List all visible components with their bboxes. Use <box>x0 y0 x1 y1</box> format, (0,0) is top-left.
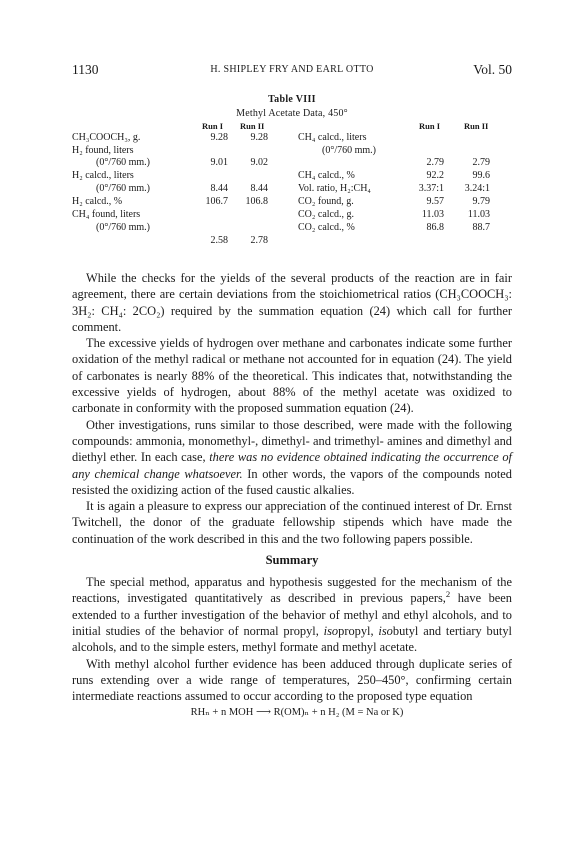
table-cell: 8.44 <box>210 183 228 194</box>
table-cell: CH₄ calcd., % <box>298 170 355 181</box>
volume-label: Vol. 50 <box>473 62 512 77</box>
col-header-left-run1: Run I <box>202 121 224 131</box>
table-title: Methyl Acetate Data, 450° <box>236 108 348 119</box>
table-cell: CH₄ calcd., liters <box>298 132 367 143</box>
table-cell: 9.28 <box>250 132 268 143</box>
table-cell: 86.8 <box>426 222 444 233</box>
table-cell: 9.01 <box>210 157 228 168</box>
body-paragraph-4: It is again a pleasure to express our appreciation of the continued interest of Dr. Ernst Twitchell, the donor of the graduate fellowship stipends which have made the continuation of the work described in this and the two following papers possible. <box>72 499 512 546</box>
table-cell: 92.2 <box>426 170 444 181</box>
table-cell: 88.7 <box>472 222 490 233</box>
col-header-right-run1: Run I <box>419 121 441 131</box>
table-cell: H₂ calcd., liters <box>72 170 134 181</box>
table-cell: 9.79 <box>472 196 490 207</box>
table-cell: (0°/760 mm.) <box>322 145 376 156</box>
table-cell: 9.02 <box>250 157 268 168</box>
type-equation: RHₙ + n MOH ⟶ R(OM)ₙ + n H₂ (M = Na or K) <box>190 707 404 719</box>
table-cell: 2.79 <box>472 157 490 168</box>
summary-paragraph-2: With methyl alcohol further evidence has been adduced through duplicate series of runs extending over a wide range of temperatures, 250–450°, confirming certain intermediate reactions assumed to occur according to the proposed type equation <box>72 656 512 704</box>
page <box>72 62 512 718</box>
table-cell: CH₃COOCH₃, g. <box>72 132 141 143</box>
table-caption: Table VIII <box>268 94 316 105</box>
table-cell: 11.03 <box>421 209 444 220</box>
page-number: 1130 <box>72 62 99 77</box>
table-cell: 11.03 <box>467 209 490 220</box>
table-cell: 2.79 <box>426 157 444 168</box>
paragraph-text: Other investigations, runs similar to those described, were made with the following compounds: ammonia, monomethyl-, dimethyl- and trimethyl- amines and dimethyl and diethyl ether. In each case, <box>72 417 512 465</box>
running-authors: H. SHIPLEY FRY AND EARL OTTO <box>210 64 374 75</box>
data-table <box>72 120 512 270</box>
table-cell: (0°/760 mm.) <box>96 183 150 194</box>
table-cell: 3.24:1 <box>464 183 490 194</box>
body-paragraph-1: While the checks for the yields of the several products of the reaction are in fair agreement, there are certain deviations from the stoichiometrical ratios (CH₃COOCH₃: 3H₂: CH₄: 2CO₂) required by the summation equation (24) which call for further comment. <box>72 271 512 334</box>
running-header <box>72 62 512 80</box>
paragraph-text: propyl, <box>338 623 379 638</box>
italic-prefix: iso <box>378 623 393 638</box>
table-cell: 9.57 <box>426 196 444 207</box>
body-paragraph-3 <box>72 417 512 498</box>
table-cell: 99.6 <box>472 170 490 181</box>
table-cell: CO₂ found, g. <box>298 196 354 207</box>
table-cell: CO₂ calcd., g. <box>298 209 354 220</box>
italic-prefix: iso <box>323 623 339 638</box>
summary-paragraph-1 <box>72 574 512 655</box>
paragraph-text: butyl and tertiary butyl alcohols, and to the simple esters, methyl formate and methyl acetate. <box>72 623 512 655</box>
table-cell: 8.44 <box>250 183 268 194</box>
table-cell: 2.78 <box>250 235 268 246</box>
italic-emphasis: there was no evidence obtained indicating the occurrence of any chemical change whatsoever. <box>72 450 513 481</box>
paragraph-text: The special method, apparatus and hypothesis suggested for the mechanism of the reactions, investigated quantitatively as described in previous papers, <box>72 575 512 606</box>
table-cell: H₂ found, liters <box>72 145 134 156</box>
table-cell: Vol. ratio, H₂:CH₄ <box>298 183 371 194</box>
footnote-marker: 2 <box>445 589 451 600</box>
table-cell: H₂ calcd., % <box>72 196 123 207</box>
col-header-right-run2: Run II <box>464 121 489 131</box>
table-cell: 9.28 <box>210 132 228 143</box>
table-cell: CH₄ found, liters <box>72 209 141 220</box>
table-cell: (0°/760 mm.) <box>96 222 150 233</box>
summary-heading: Summary <box>265 553 319 568</box>
paragraph-text: In other words, the vapors of the compounds noted resisted the oxidizing action of the fused caustic alkalies. <box>72 466 512 497</box>
table-cell: 106.8 <box>245 196 268 207</box>
table-cell: (0°/760 mm.) <box>96 157 150 168</box>
table-cell: 106.7 <box>205 196 228 207</box>
paragraph-text: have been extended to a further investigation of the behavior of methyl and ethyl alcohols, and to initial studies of the behavior of normal propyl, <box>72 591 512 638</box>
table-cell: 3.37:1 <box>418 183 444 194</box>
col-header-left-run2: Run II <box>240 121 265 131</box>
table-cell: 2.58 <box>210 235 228 246</box>
table-cell: CO₂ calcd., % <box>298 222 355 233</box>
body-paragraph-2: The excessive yields of hydrogen over methane and carbonates indicate some further oxidation of the methyl radical or methane not accounted for in equation (24). The yield of carbonates is nearly 88% of the theoretical. This indicates that, notwithstanding the excessive yields of hydrogen, about 88% of the methyl acetate was oxidized to carbonate in conformity with the proposed summation equation (24). <box>72 336 512 416</box>
